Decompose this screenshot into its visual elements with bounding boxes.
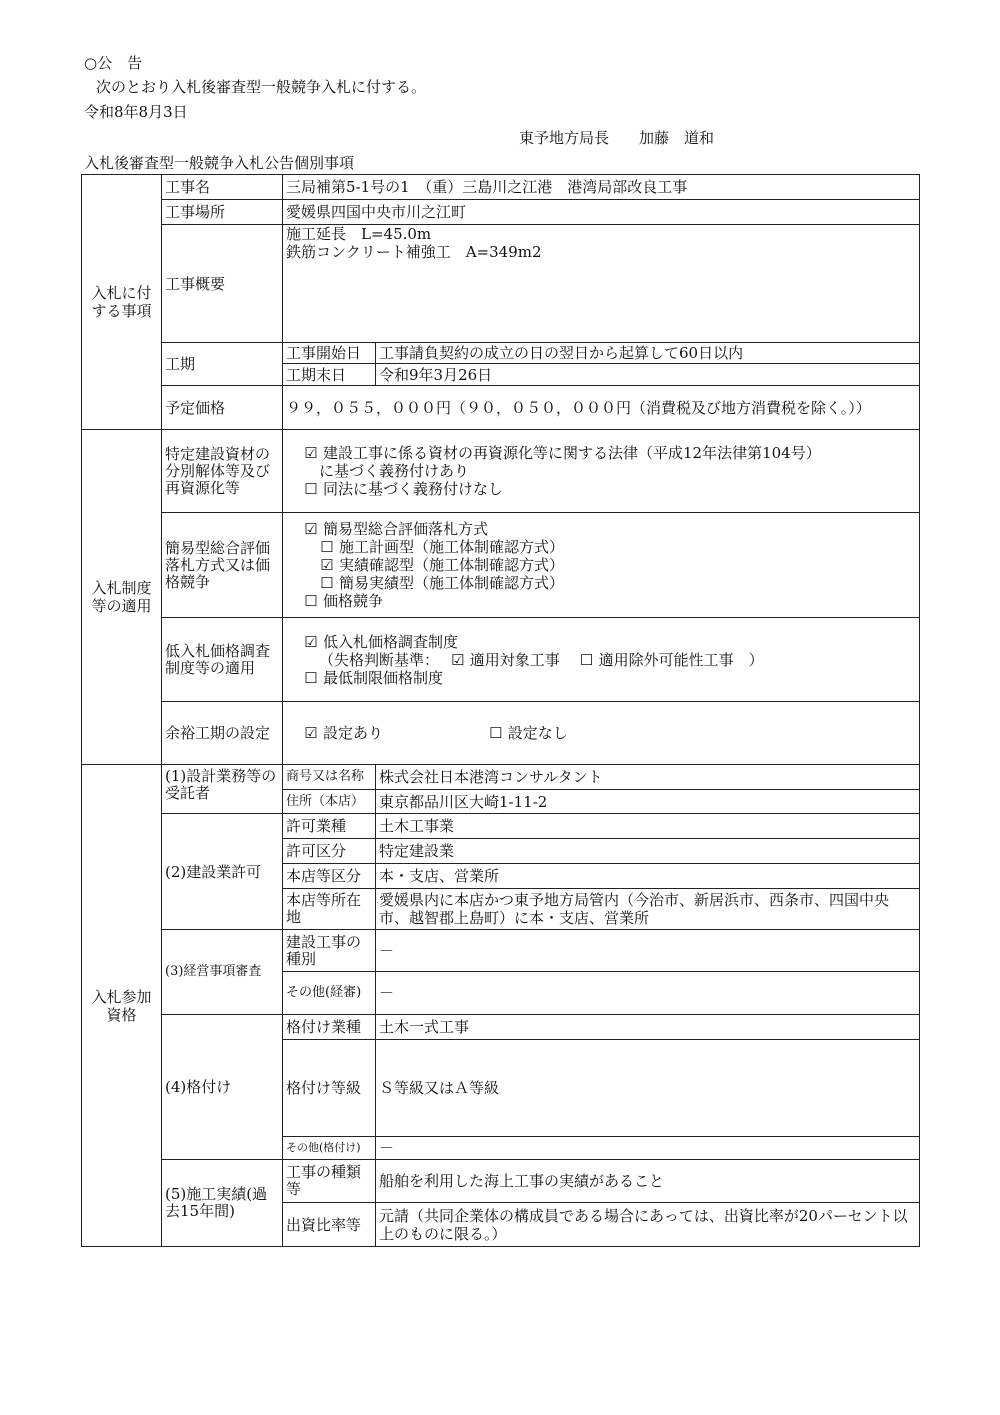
checkbox-checked-icon: ☑ [451,650,465,669]
value-recycling [283,430,920,513]
label-audit-kind: 建設工事の種別 [283,930,376,972]
value-spare-period [283,702,920,765]
label-audit-other: その他(経審) [283,972,376,1015]
table-title: 入札後審査型一般競争入札公告個別事項 [84,154,355,172]
value-license-class: 特定建設業 [376,839,920,864]
checkbox-checked-icon: ☑ [304,724,318,742]
checkbox-checked-icon: ☑ [304,632,318,651]
bid-details-table [81,174,920,1247]
eval-sub-2: 実績確認型（施工体制確認方式） [339,556,565,574]
value-work-outline [283,225,920,343]
eval-option-1: 簡易型総合評価落札方式 [323,520,489,538]
value-trade-name: 株式会社日本港湾コンサルタント [376,765,920,790]
label-license-class: 許可区分 [283,839,376,864]
label-spare-period: 余裕工期の設定 [162,702,283,765]
label-license-type: 許可業種 [283,814,376,839]
notice-issuer: 東予地方局長 加藤 道和 [519,129,715,147]
label-management-audit: (3)経営事項審査 [162,930,283,1015]
checkbox-checked-icon: ☑ [304,444,318,462]
value-office-location: 愛媛県内に本店かつ東予地方局管内（今治市、新居浜市、西条市、四国中央市、越智郡上島町）に本・支店、営業所 [376,889,920,930]
label-evaluation: 簡易型総合評価落札方式又は価格競争 [162,513,283,618]
checkbox-checked-icon: ☑ [320,556,334,574]
notice-date: 令和8年8月3日 [84,103,188,121]
value-rank-type: 土木一式工事 [376,1015,920,1040]
label-rating: (4)格付け [162,1015,283,1160]
checkbox-unchecked-icon: ☐ [489,724,503,742]
label-address: 住所（本店） [283,790,376,814]
value-license-type: 土木工事業 [376,814,920,839]
label-work-place: 工事場所 [162,200,283,225]
label-record-kind: 工事の種類等 [283,1160,376,1203]
value-start-date: 工事請負契約の成立の日の翌日から起算して60日以内 [376,343,920,364]
eval-option-2: 価格競争 [323,592,384,610]
low-bid-option-1: 低入札価格調査制度 [323,632,459,651]
checkbox-checked-icon: ☑ [304,520,318,538]
label-work-name: 工事名 [162,175,283,200]
group-bid-items: 入札に付する事項 [82,175,162,430]
value-evaluation [283,513,920,618]
value-record-ratio: 元請（共同企業体の構成員である場合にあっては、出資比率が20パーセント以上のものに限る。） [376,1203,920,1247]
label-rank-grade: 格付け等級 [283,1040,376,1137]
group-qualification: 入札参加資格 [82,765,162,1247]
value-work-place: 愛媛県四国中央市川之江町 [283,200,920,225]
label-work-outline: 工事概要 [162,225,283,343]
label-record-ratio: 出資比率等 [283,1203,376,1247]
label-end-date: 工期末日 [283,364,376,386]
label-construction-record: (5)施工実績(過去15年間) [162,1160,283,1247]
label-recycling: 特定建設資材の分別解体等及び再資源化等 [162,430,283,513]
label-office-class: 本店等区分 [283,864,376,889]
checkbox-unchecked-icon: ☐ [304,480,318,498]
label-trade-name: 商号又は名称 [283,765,376,790]
checkbox-unchecked-icon: ☐ [579,650,594,669]
eval-sub-3: 簡易実績型（施工体制確認方式） [339,574,565,592]
value-rank-other: － [376,1137,920,1160]
notice-intro: 次のとおり入札後審査型一般競争入札に付する。 [96,78,427,96]
value-audit-kind: － [376,930,920,972]
notice-heading: ○公 告 [84,54,143,72]
label-rank-other: その他(格付け) [283,1137,376,1160]
recycle-option-2: 同法に基づく義務付けなし [323,480,504,498]
recycle-option-1-cont: に基づく義務付けあり [319,462,470,480]
label-low-bid: 低入札価格調査制度等の適用 [162,618,283,702]
low-bid-option-2: 最低制限価格制度 [323,668,444,687]
outline-line-2: 鉄筋コンクリート補強工 A=349m2 [286,243,542,261]
checkbox-unchecked-icon: ☐ [304,668,318,687]
label-design-contractor: (1)設計業務等の受託者 [162,765,283,814]
checkbox-unchecked-icon: ☐ [304,592,318,610]
eval-sub-1: 施工計画型（施工体制確認方式） [339,538,565,556]
spare-yes: 設定あり [323,724,384,742]
low-criteria-a: 適用対象工事 [469,650,560,669]
recycle-option-1: 建設工事に係る資材の再資源化等に関する法律（平成12年法律第104号） [323,444,821,462]
label-rank-type: 格付け業種 [283,1015,376,1040]
value-work-name: 三局補第5-1号の1 （重）三島川之江港 港湾局部改良工事 [283,175,920,200]
value-audit-other: － [376,972,920,1015]
label-office-location: 本店等所在地 [283,889,376,930]
value-address: 東京都品川区大崎1-11-2 [376,790,920,814]
label-construction-license: (2)建設業許可 [162,814,283,930]
value-record-kind: 船舶を利用した海上工事の実績があること [376,1160,920,1203]
checkbox-unchecked-icon: ☐ [320,538,334,556]
checkbox-unchecked-icon: ☐ [320,574,334,592]
label-period: 工期 [162,343,283,386]
low-criteria-open: （失格判断基準： [319,650,440,669]
outline-line-1: 施工延長 L=45.0m [286,225,432,243]
label-planned-price: 予定価格 [162,386,283,430]
group-system: 入札制度等の適用 [82,430,162,765]
value-office-class: 本・支店、営業所 [376,864,920,889]
label-start-date: 工事開始日 [283,343,376,364]
value-low-bid [283,618,920,702]
value-planned-price: ９９，０５５，０００円（９０，０５０，０００円（消費税及び地方消費税を除く。）） [283,386,920,430]
low-criteria-b: 適用除外可能性工事 ） [598,650,764,669]
value-rank-grade: Ｓ等級又はＡ等級 [376,1040,920,1137]
value-end-date: 令和9年3月26日 [376,364,920,386]
spare-no: 設定なし [507,724,568,742]
